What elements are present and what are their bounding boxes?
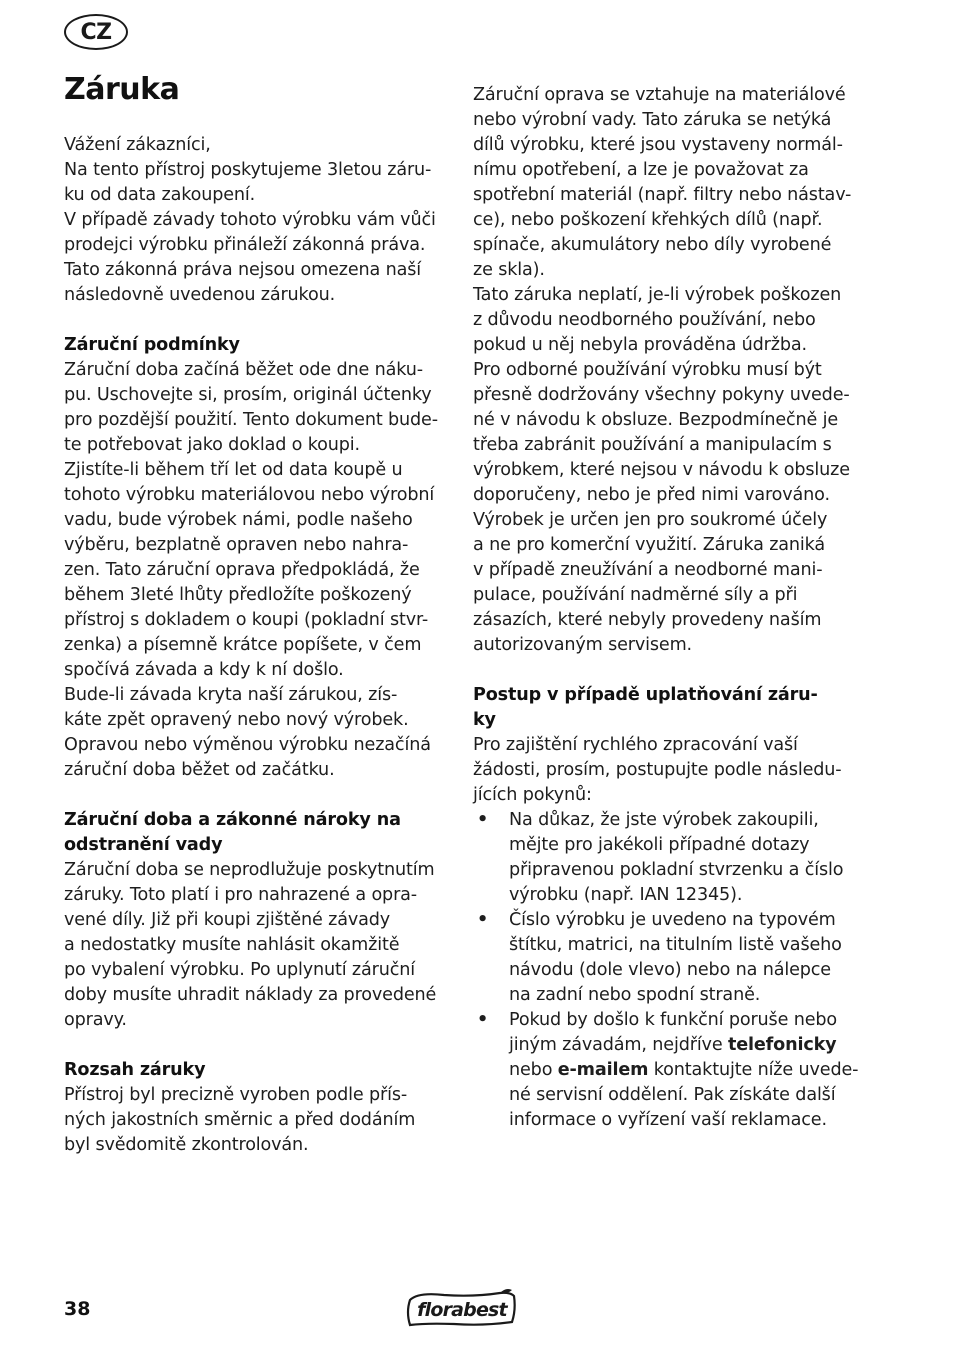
text-line: byl svědomitě zkontrolován.: [64, 1135, 309, 1155]
text-line: prodejci výrobku přináleží zákonná práva.: [64, 235, 426, 255]
text-line: z důvodu neodborného používání, nebo: [473, 310, 816, 330]
text-line: zásazích, které nebyly provedeny naším: [473, 610, 822, 630]
text-line: dílů výrobku, které jsou vystaveny normál-: [473, 135, 843, 155]
section-heading-warranty-period: [64, 808, 456, 858]
text-span: kontaktujte níže uvede-: [648, 1060, 859, 1080]
text-line: během 3leté lhůty předložíte poškozený: [64, 585, 412, 605]
text-line: návodu (dole vlevo) nebo na nálepce: [509, 960, 831, 980]
text-line: opravy.: [64, 1010, 127, 1030]
text-line: zen. Tato záruční oprava předpokládá, že: [64, 560, 420, 580]
text-line: doby musíte uhradit náklady za provedené: [64, 985, 437, 1005]
text-line: pokud u něj nebyla prováděna údržba.: [473, 335, 807, 355]
text-line: Pro odborné používání výrobku musí být: [473, 360, 822, 380]
text-line: po vybalení výrobku. Po uplynutí záruční: [64, 960, 415, 980]
text-line: zenka) a písemně krátce popíšete, v čem: [64, 635, 422, 655]
text-line: te potřebovat jako doklad o koupi.: [64, 435, 360, 455]
text-span: nebo: [509, 1060, 558, 1080]
heading-line: Postup v případě uplatňování záru-: [473, 685, 818, 705]
text-line: ce), nebo poškození křehkých dílů (např.: [473, 210, 823, 230]
text-line: Číslo výrobku je uvedeno na typovém: [509, 910, 836, 930]
text-line: výběru, bezplatně opraven nebo nahra-: [64, 535, 409, 555]
text-line: záruční doba běžet od začátku.: [64, 760, 335, 780]
left-column: [64, 133, 456, 1158]
claim-procedure-intro: [473, 733, 865, 808]
text-line: né v návodu k obsluze. Bezpodmínečně je: [473, 410, 839, 430]
text-line: a nedostatky musíte nahlásit okamžitě: [64, 935, 400, 955]
warranty-scope-continued: [473, 83, 865, 658]
text-line: žádosti, prosím, postupujte podle následu-: [473, 760, 842, 780]
text-line: Záruční oprava se vztahuje na materiálové: [473, 85, 846, 105]
emphasis-phone: telefonicky: [727, 1035, 837, 1055]
text-line: nímu opotřebení, a lze je považovat za: [473, 160, 809, 180]
bullet-icon: •: [477, 1010, 489, 1030]
text-line: spočívá závada a kdy k ní došlo.: [64, 660, 344, 680]
language-badge: CZ: [64, 14, 128, 50]
text-line: nebo výrobní vady. Tato záruka se netýká: [473, 110, 832, 130]
text-line: Vážení zákazníci,: [64, 135, 211, 155]
text-line: pulace, používání nadměrné síly a při: [473, 585, 798, 605]
text-line: ze skla).: [473, 260, 545, 280]
text-line: káte zpět opravený nebo nový výrobek.: [64, 710, 409, 730]
intro-paragraph: [64, 133, 456, 308]
section-heading-warranty-conditions: Záruční podmínky: [64, 335, 240, 355]
text-line: přístroj s dokladem o koupi (pokladní stvr-: [64, 610, 429, 630]
text-line: záruky. Toto platí i pro nahrazené a opra-: [64, 885, 417, 905]
heading-line: odstranění vady: [64, 835, 223, 855]
section-heading-warranty-scope: Rozsah záruky: [64, 1060, 206, 1080]
section-heading-claim-procedure: [473, 683, 865, 733]
text-line: tohoto výrobku materiálovou nebo výrobní: [64, 485, 435, 505]
page-title: Záruka: [64, 72, 180, 107]
text-line: Bude-li závada kryta naší zárukou, zís-: [64, 685, 398, 705]
text-line: mějte pro jakékoli případné dotazy: [509, 835, 810, 855]
text-line: na zadní nebo spodní straně.: [509, 985, 761, 1005]
text-line: Tato zákonná práva nejsou omezena naší: [64, 260, 421, 280]
text-line: přesně dodržovány všechny pokyny uvede-: [473, 385, 850, 405]
text-line: ných jakostních směrnic a před dodáním: [64, 1110, 416, 1130]
list-item: [473, 1008, 865, 1133]
text-line: Opravou nebo výměnou výrobku nezačíná: [64, 735, 431, 755]
text-line: Pro zajištění rychlého zpracování vaší: [473, 735, 798, 755]
bullet-icon: •: [477, 810, 489, 830]
list-item: [473, 908, 865, 1008]
warranty-conditions-text: [64, 358, 456, 783]
text-line: doporučeny, nebo je před nimi varováno.: [473, 485, 830, 505]
text-line: né servisní oddělení. Pak získáte další: [509, 1085, 836, 1105]
florabest-logo: [404, 1288, 518, 1328]
text-line: výrobku (např. IAN 12345).: [509, 885, 743, 905]
svg-text:florabest: florabest: [417, 1299, 507, 1321]
text-line: Na tento přístroj poskytujeme 3letou záru-: [64, 160, 432, 180]
text-line: Na důkaz, že jste výrobek zakoupili,: [509, 810, 819, 830]
text-line: ku od data zakoupení.: [64, 185, 256, 205]
warranty-scope-text: [64, 1083, 456, 1158]
heading-line: Záruční doba a zákonné nároky na: [64, 810, 401, 830]
text-line: štítku, matrici, na titulním listě vašeho: [509, 935, 842, 955]
text-line: Tato záruka neplatí, je-li výrobek poškozen: [473, 285, 842, 305]
page-number: 38: [64, 1298, 91, 1320]
heading-line: ky: [473, 710, 496, 730]
text-line: [509, 1033, 865, 1058]
text-line: Záruční doba se neprodlužuje poskytnutím: [64, 860, 435, 880]
text-span: jiným závadám, nejdříve: [509, 1035, 728, 1055]
bullet-icon: •: [477, 910, 489, 930]
warranty-period-text: [64, 858, 456, 1033]
text-line: připravenou pokladní stvrzenku a číslo: [509, 860, 844, 880]
text-line: Záruční doba začíná běžet ode dne náku-: [64, 360, 423, 380]
text-line: pro pozdější použití. Tento dokument bude-: [64, 410, 438, 430]
text-line: spotřební materiál (např. filtry nebo nástav-: [473, 185, 852, 205]
text-line: v případě zneužívání a neodborné mani-: [473, 560, 823, 580]
text-line: spínače, akumulátory nebo díly vyrobené: [473, 235, 832, 255]
text-line: V případě závady tohoto výrobku vám vůči: [64, 210, 436, 230]
text-line: Přístroj byl precizně vyroben podle přís-: [64, 1085, 408, 1105]
text-line: vadu, bude výrobek námi, podle našeho: [64, 510, 413, 530]
text-line: [509, 1058, 865, 1083]
text-line: informace o vyřízení vaší reklamace.: [509, 1110, 827, 1130]
text-line: autorizovaným servisem.: [473, 635, 692, 655]
text-line: Výrobek je určen jen pro soukromé účely: [473, 510, 828, 530]
emphasis-email: e-mailem: [557, 1060, 649, 1080]
text-line: následovně uvedenou zárukou.: [64, 285, 336, 305]
text-line: Pokud by došlo k funkční poruše nebo: [509, 1010, 837, 1030]
text-line: vené díly. Již při koupi zjištěné závady: [64, 910, 391, 930]
text-line: a ne pro komerční využití. Záruka zaniká: [473, 535, 826, 555]
text-line: Zjistíte-li během tří let od data koupě u: [64, 460, 403, 480]
right-column: [473, 83, 865, 1133]
text-line: výrobkem, které nejsou v návodu k obsluze: [473, 460, 850, 480]
list-item: [473, 808, 865, 908]
text-line: třeba zabránit používání a manipulacím s: [473, 435, 832, 455]
text-line: jících pokynů:: [473, 785, 592, 805]
text-line: pu. Uschovejte si, prosím, originál účtenky: [64, 385, 432, 405]
claim-procedure-list: [473, 808, 865, 1133]
